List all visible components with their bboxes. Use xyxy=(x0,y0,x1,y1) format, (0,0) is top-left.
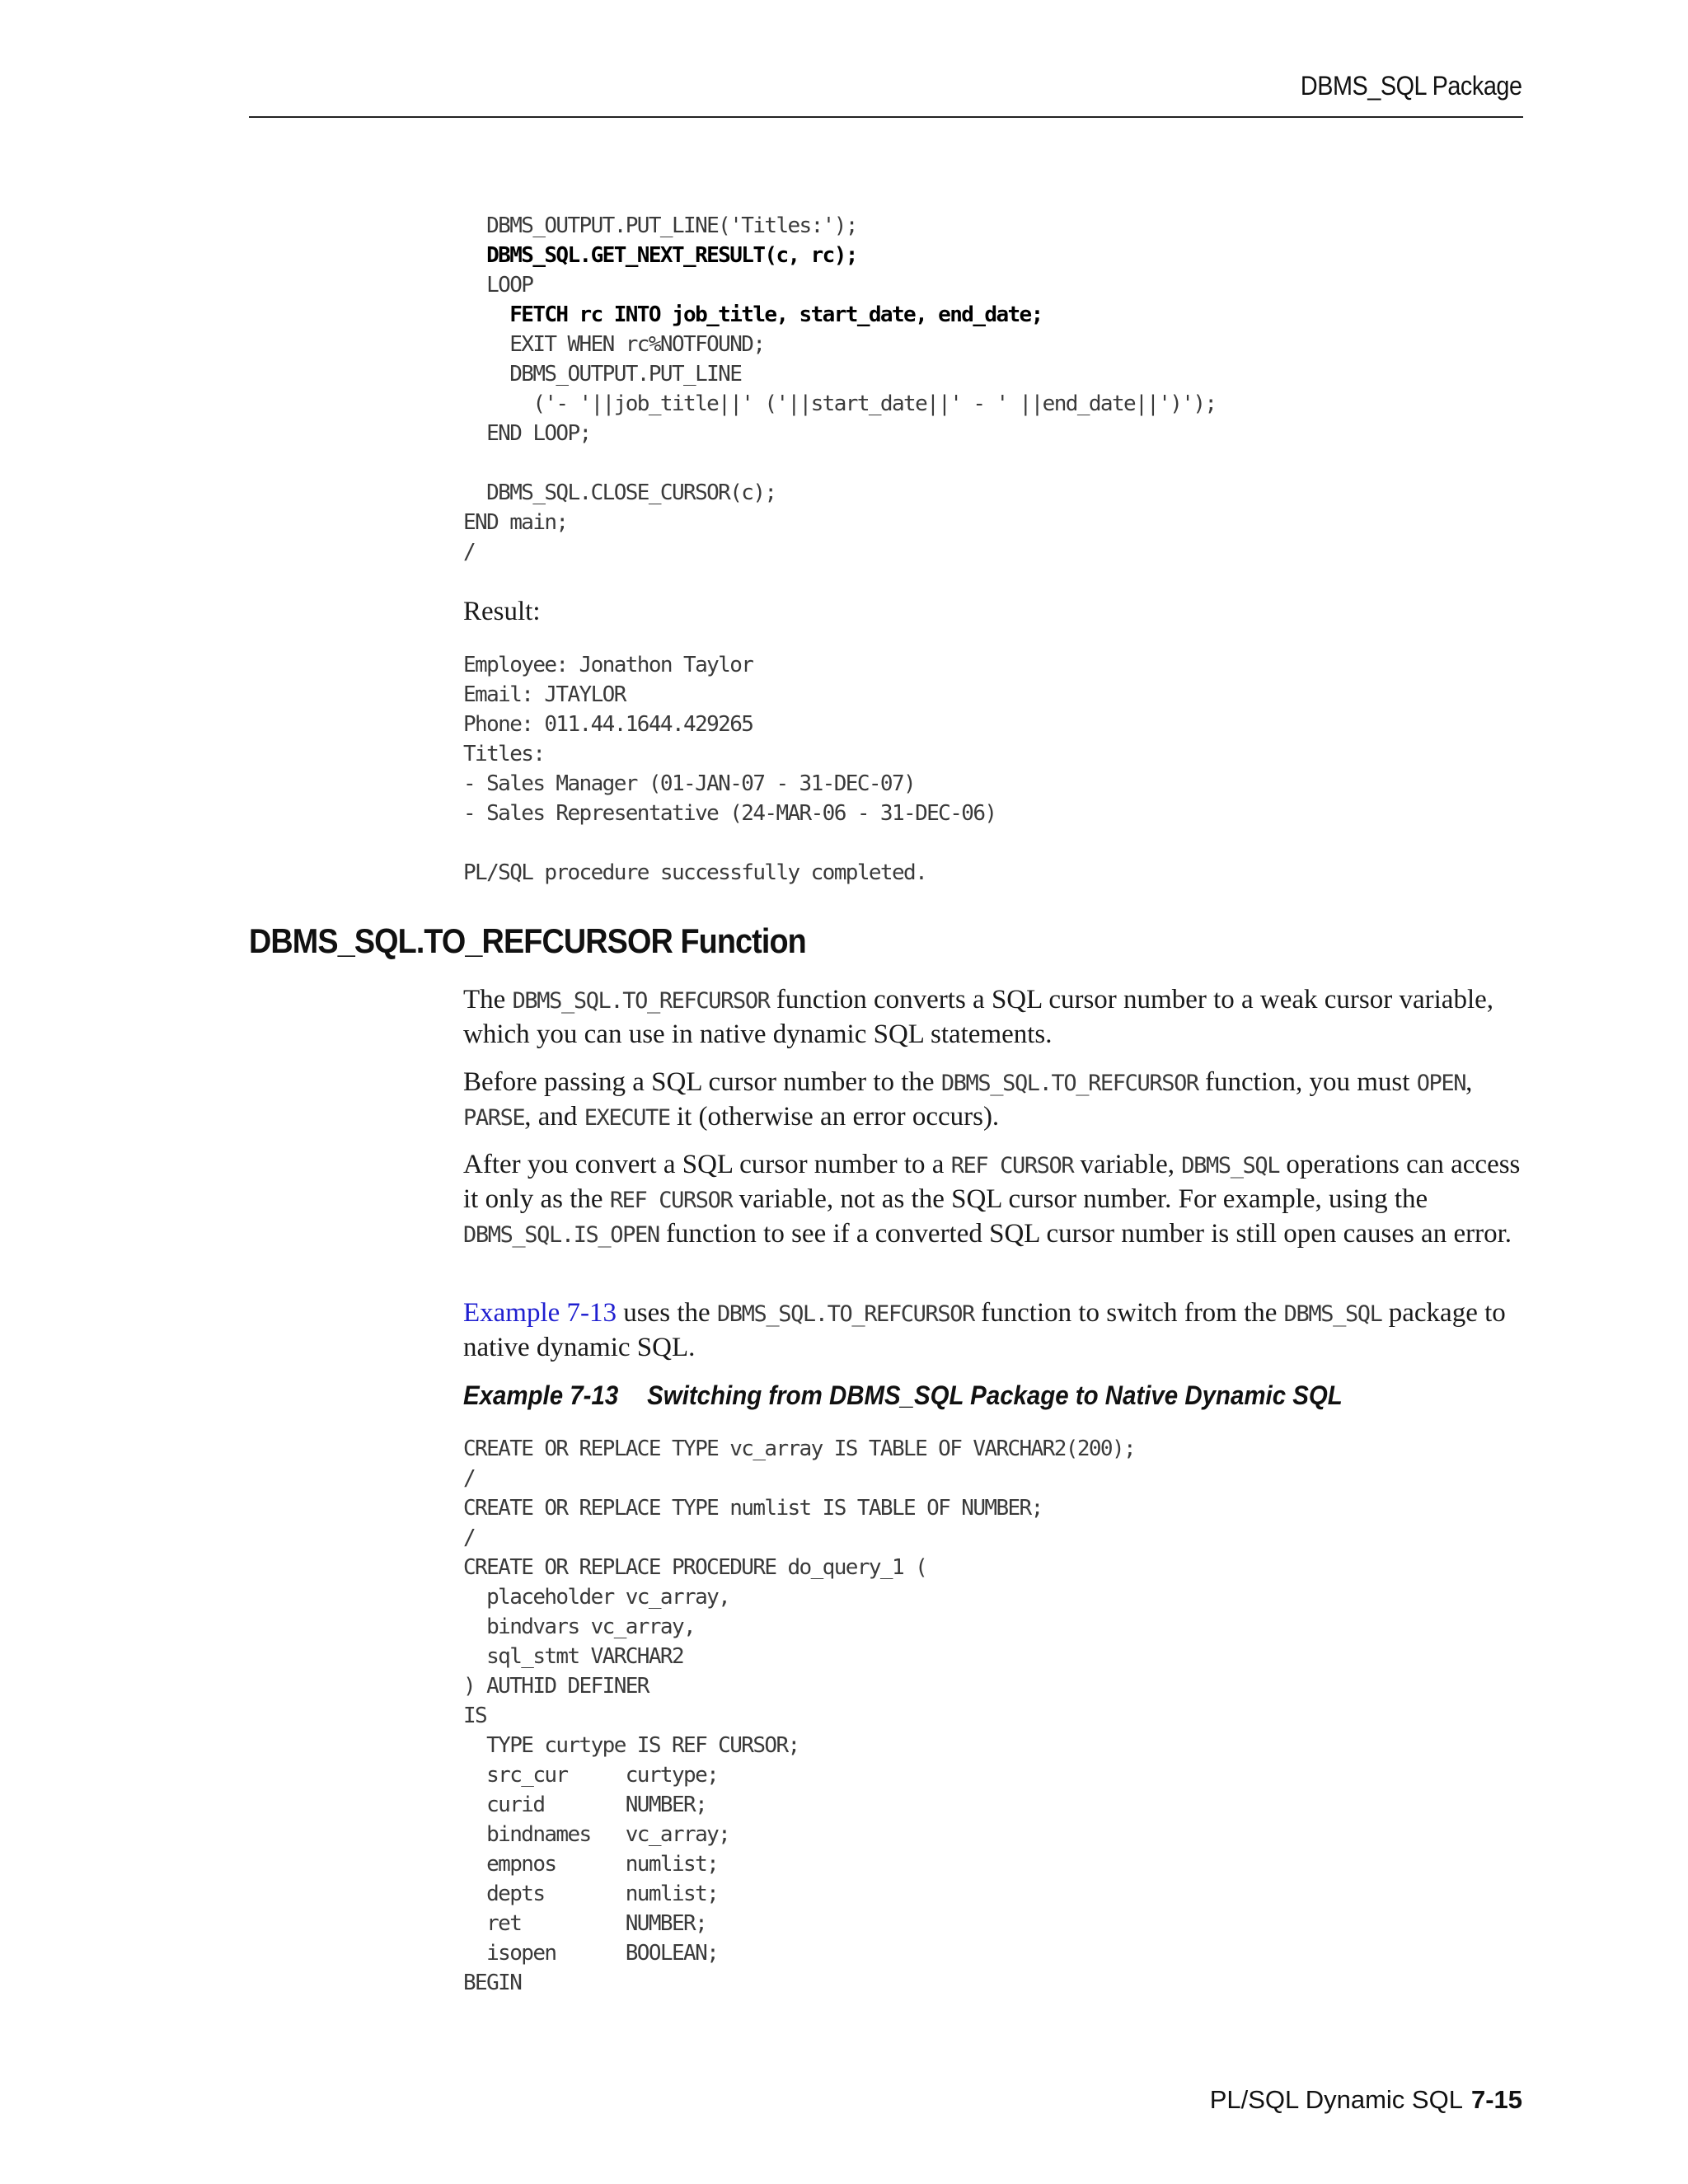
code-line: DBMS_OUTPUT.PUT_LINE('Titles:'); xyxy=(463,213,857,238)
example-caption xyxy=(463,1380,1343,1411)
result-output: Employee: Jonathon Taylor Email: JTAYLOR Phone: 011.44.1644.429265 Titles: - Sales Manager (01-JAN-07 - 31-DEC-07) - Sales Representative (24-MAR-06 - 31-DEC-06) PL/SQL procedure successfully completed. xyxy=(463,653,996,885)
inline-code: REF CURSOR xyxy=(950,1153,1074,1179)
inline-code: REF CURSOR xyxy=(609,1188,733,1213)
code-line: / xyxy=(463,540,476,565)
paragraph-4: Example 7-13 uses the DBMS_SQL.TO_REFCURSOR function to switch from the DBMS_SQL package to native dynamic SQL. xyxy=(463,1298,1506,1362)
paragraph-3: After you convert a SQL cursor number to a REF CURSOR variable, DBMS_SQL operations can access it only as the REF CURSOR variable, not as the SQL cursor number. For example, using the DBMS_SQL.IS_OPEN function to see if a converted SQL cursor number is still open causes an error. xyxy=(463,1150,1521,1249)
inline-code: DBMS_SQL.TO_REFCURSOR xyxy=(512,988,770,1014)
inline-code: DBMS_SQL xyxy=(1181,1153,1280,1179)
inline-code: DBMS_SQL.IS_OPEN xyxy=(463,1222,659,1248)
header-rule xyxy=(249,116,1523,118)
example-link[interactable]: Example 7-13 xyxy=(463,1298,617,1328)
page-number: 7-15 xyxy=(1470,2085,1522,2114)
code-line: ('- '||job_title||' ('||start_date||' - ' ||end_date||')'); xyxy=(463,391,1217,416)
inline-code: DBMS_SQL.TO_REFCURSOR xyxy=(716,1301,974,1327)
inline-code: DBMS_SQL.TO_REFCURSOR xyxy=(940,1071,1198,1096)
inline-code: OPEN xyxy=(1416,1071,1466,1096)
code-line: LOOP xyxy=(463,273,533,298)
code-line: EXIT WHEN rc%NOTFOUND; xyxy=(463,332,765,357)
section-heading: DBMS_SQL.TO_REFCURSOR Function xyxy=(249,921,806,960)
inline-code: PARSE xyxy=(463,1105,525,1131)
code-line: END LOOP; xyxy=(463,421,591,446)
paragraph-1: The DBMS_SQL.TO_REFCURSOR function converts a SQL cursor number to a weak cursor variable, which you can use in native dynamic SQL statements. xyxy=(463,985,1494,1049)
footer-chapter: PL/SQL Dynamic SQL xyxy=(1209,2085,1463,2114)
result-label: Result: xyxy=(463,597,541,626)
code-line: FETCH rc INTO job_title, start_date, end_date; xyxy=(463,302,1043,327)
paragraph-2: Before passing a SQL cursor number to the DBMS_SQL.TO_REFCURSOR function, you must OPEN, PARSE, and EXECUTE it (otherwise an error occurs). xyxy=(463,1067,1473,1132)
running-header: DBMS_SQL Package xyxy=(1301,71,1522,101)
page-footer xyxy=(1210,2085,1522,2115)
inline-code: DBMS_SQL xyxy=(1283,1301,1382,1327)
inline-code: EXECUTE xyxy=(584,1105,670,1131)
code-line: END main; xyxy=(463,510,568,535)
example-number: Example 7-13 xyxy=(463,1380,619,1410)
code-block-example: CREATE OR REPLACE TYPE vc_array IS TABLE OF VARCHAR2(200); / CREATE OR REPLACE TYPE numlist IS TABLE OF NUMBER; / CREATE OR REPLACE PROCEDURE do_query_1 ( placeholder vc_array, bindvars vc_array, sql_stmt VARCHAR2 ) AUTHID DEFINER IS TYPE curtype IS REF CURSOR; src_cur curtype; curid NUMBER; bindnames vc_array; empnos numlist; depts numlist; ret NUMBER; isopen BOOLEAN; BEGIN xyxy=(463,1436,1136,1995)
code-line: DBMS_SQL.CLOSE_CURSOR(c); xyxy=(463,480,776,505)
code-line: DBMS_SQL.GET_NEXT_RESULT(c, rc); xyxy=(463,243,857,268)
code-line: DBMS_OUTPUT.PUT_LINE xyxy=(463,362,742,387)
example-title: Switching from DBMS_SQL Package to Native Dynamic SQL xyxy=(647,1380,1343,1410)
code-block-top xyxy=(463,211,1216,567)
